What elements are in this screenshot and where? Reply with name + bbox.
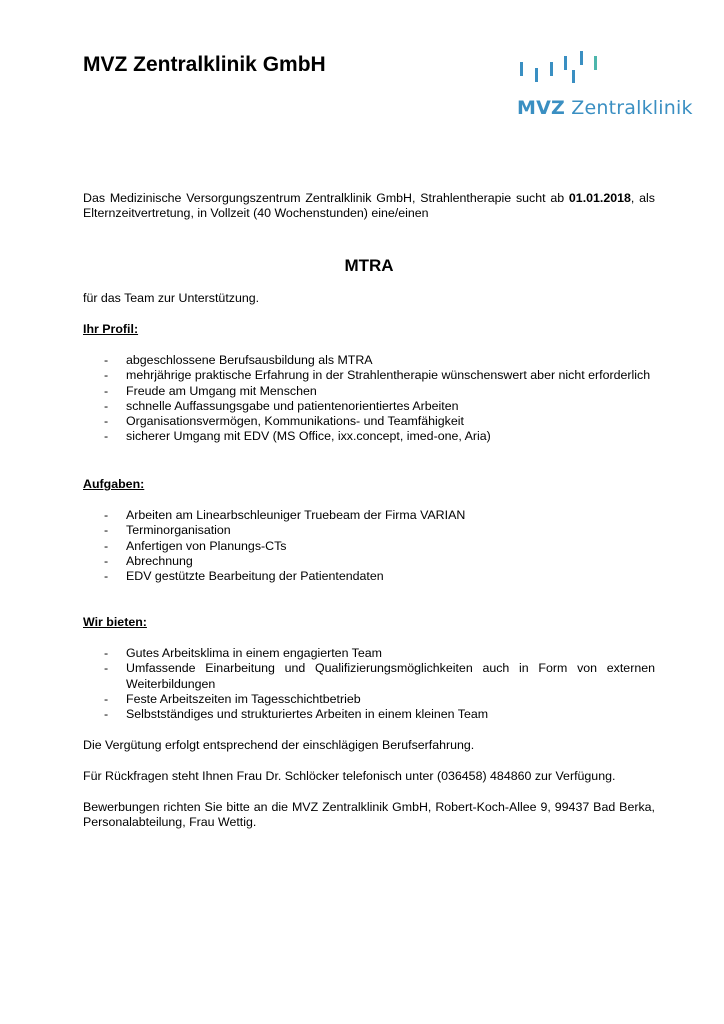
logo-text-mvz: MVZ — [517, 97, 565, 119]
logo-wordmark — [517, 97, 693, 119]
tasks-heading: Aufgaben: — [83, 477, 145, 491]
list-item: - abgeschlossene Berufsausbildung als MTRA — [83, 353, 655, 368]
list-item: - mehrjährige praktische Erfahrung in der Strahlentherapie wünschenswert aber nicht erforderlich — [83, 368, 655, 383]
salary-line: Die Vergütung erfolgt entsprechend der einschlägigen Berufserfahrung. — [83, 738, 475, 752]
list-item: - Arbeiten am Linearbschleuniger Truebeam der Firma VARIAN — [83, 508, 655, 523]
list-item: - Umfassende Einarbeitung und Qualifizierungsmöglichkeiten auch in Form von externen Weiterbildungen — [83, 661, 655, 692]
company-logo — [514, 50, 704, 122]
profile-heading: Ihr Profil: — [83, 322, 139, 336]
offer-list — [83, 646, 655, 722]
job-title: MTRA — [344, 256, 394, 275]
list-item: - Freude am Umgang mit Menschen — [83, 384, 655, 399]
logo-bars-icon — [518, 50, 608, 84]
list-item: - sicherer Umgang mit EDV (MS Office, ixx.concept, imed-one, Aria) — [83, 429, 655, 444]
list-item: - Feste Arbeitszeiten im Tagesschichtbetrieb — [83, 692, 655, 707]
list-item: - Anfertigen von Planungs-CTs — [83, 539, 655, 554]
start-date: 01.01.2018 — [568, 191, 631, 205]
intro-text-end: , als Elternzeitvertretung, in Vollzeit (40 Wochenstunden) eine/einen — [83, 191, 655, 221]
profile-list — [83, 353, 655, 445]
list-item: - Organisationsvermögen, Kommunikations- und Teamfähigkeit — [83, 414, 655, 429]
list-item: - EDV gestützte Bearbeitung der Patientendaten — [83, 569, 655, 584]
intro-text: Das Medizinische Versorgungszentrum Zentralklinik GmbH, Strahlentherapie sucht ab — [83, 191, 569, 205]
application-line: Bewerbungen richten Sie bitte an die MVZ Zentralklinik GmbH, Robert-Koch-Allee 9, 99437 Bad Berka, Personalabteilung, Frau Wettig. — [83, 800, 655, 830]
list-item: - Terminorganisation — [83, 523, 655, 538]
list-item: - schnelle Auffassungsgabe und patientenorientiertes Arbeiten — [83, 399, 655, 414]
intro-paragraph — [83, 191, 655, 222]
list-item: - Gutes Arbeitsklima in einem engagierten Team — [83, 646, 655, 661]
tasks-list — [83, 508, 655, 584]
contact-line: Für Rückfragen steht Ihnen Frau Dr. Schlöcker telefonisch unter (036458) 484860 zur Verfügung. — [83, 769, 616, 783]
logo-text-zentralklinik: Zentralklinik — [571, 97, 693, 119]
team-line: für das Team zur Unterstützung. — [83, 291, 260, 305]
company-title: MVZ Zentralklinik GmbH — [83, 53, 326, 76]
list-item: - Abrechnung — [83, 554, 655, 569]
list-item: - Selbstständiges und strukturiertes Arbeiten in einem kleinen Team — [83, 707, 655, 722]
offer-heading: Wir bieten: — [83, 615, 147, 629]
